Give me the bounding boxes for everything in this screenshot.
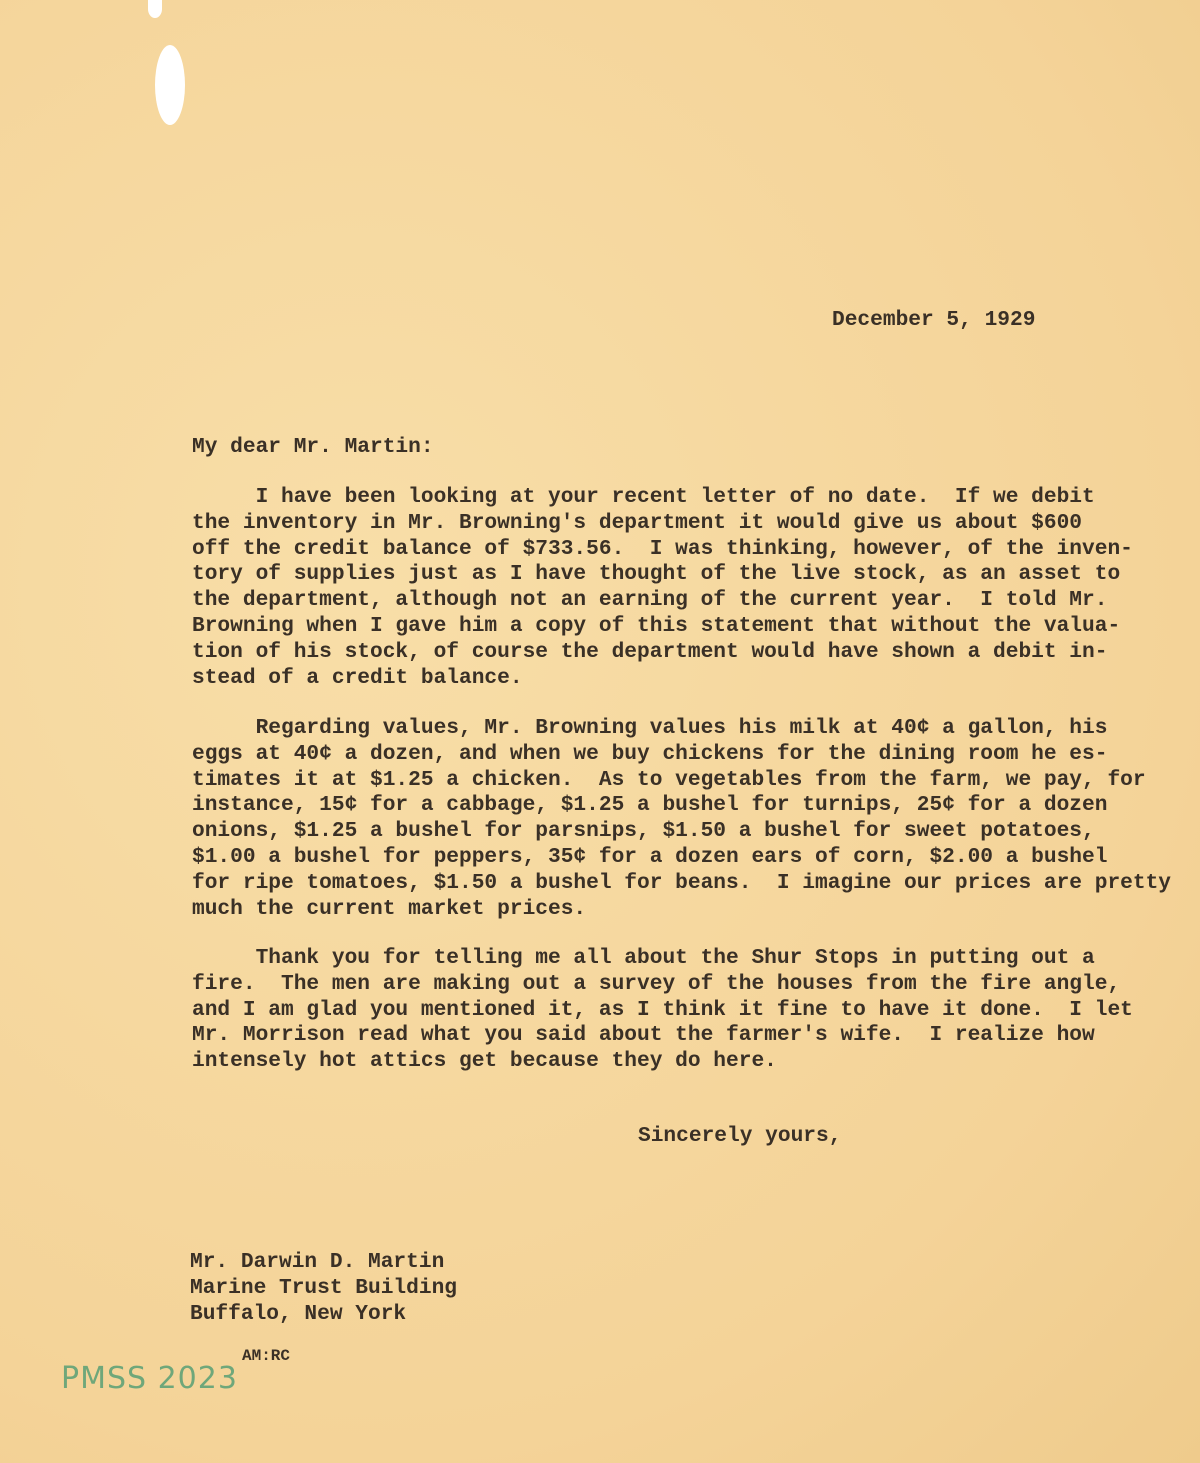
text-line: timates it at $1.25 a chicken. As to vegetables from the farm, we pay, for <box>192 767 1146 792</box>
text-line: tion of his stock, of course the department would have shown a debit in- <box>192 639 1108 664</box>
text-line: eggs at 40¢ a dozen, and when we buy chickens for the dining room he es- <box>192 741 1108 766</box>
paragraph-1 <box>192 485 1133 691</box>
closing: Sincerely yours, <box>638 1124 842 1148</box>
text-line: intensely hot attics get because they do here. <box>192 1049 777 1074</box>
address-line: Buffalo, New York <box>190 1301 407 1326</box>
paper-hole <box>148 0 162 18</box>
text-line: and I am glad you mentioned it, as I think it fine to have it done. I let <box>192 997 1133 1022</box>
text-line: Thank you for telling me all about the Shur Stops in putting out a <box>192 946 1095 970</box>
text-line: instance, 15¢ for a cabbage, $1.25 a bushel for turnips, 25¢ for a dozen <box>192 793 1108 818</box>
text-line: onions, $1.25 a bushel for parsnips, $1.50 a bushel for sweet potatoes, <box>192 819 1095 844</box>
letter-date: December 5, 1929 <box>832 308 1036 332</box>
text-line: I have been looking at your recent letter of no date. If we debit <box>192 485 1095 509</box>
text-line: Mr. Morrison read what you said about the farmer's wife. I realize how <box>192 1023 1095 1048</box>
text-line: $1.00 a bushel for peppers, 35¢ for a dozen ears of corn, $2.00 a bushel <box>192 844 1108 869</box>
text-line: Browning when I gave him a copy of this statement that without the valua- <box>192 613 1121 638</box>
text-line: stead of a credit balance. <box>192 665 523 690</box>
watermark: PMSS 2023 <box>61 1361 238 1396</box>
recipient-address <box>190 1250 457 1327</box>
text-line: Regarding values, Mr. Browning values his milk at 40¢ a gallon, his <box>192 716 1108 740</box>
text-line: off the credit balance of $733.56. I was thinking, however, of the inven- <box>192 536 1133 561</box>
salutation: My dear Mr. Martin: <box>192 435 434 459</box>
text-line: the inventory in Mr. Browning's department it would give us about $600 <box>192 510 1083 535</box>
text-line: for ripe tomatoes, $1.50 a bushel for beans. I imagine our prices are pretty <box>192 870 1172 895</box>
paper-hole <box>155 45 185 125</box>
paragraph-2 <box>192 716 1171 922</box>
text-line: much the current market prices. <box>192 896 587 921</box>
address-line: Mr. Darwin D. Martin <box>190 1250 445 1274</box>
paragraph-3 <box>192 946 1133 1075</box>
text-line: tory of supplies just as I have thought of the live stock, as an asset to <box>192 562 1121 587</box>
typist-initials: AM:RC <box>242 1347 291 1365</box>
address-line: Marine Trust Building <box>190 1275 458 1300</box>
text-line: the department, although not an earning of the current year. I told Mr. <box>192 588 1108 613</box>
text-line: fire. The men are making out a survey of the houses from the fire angle, <box>192 971 1121 996</box>
